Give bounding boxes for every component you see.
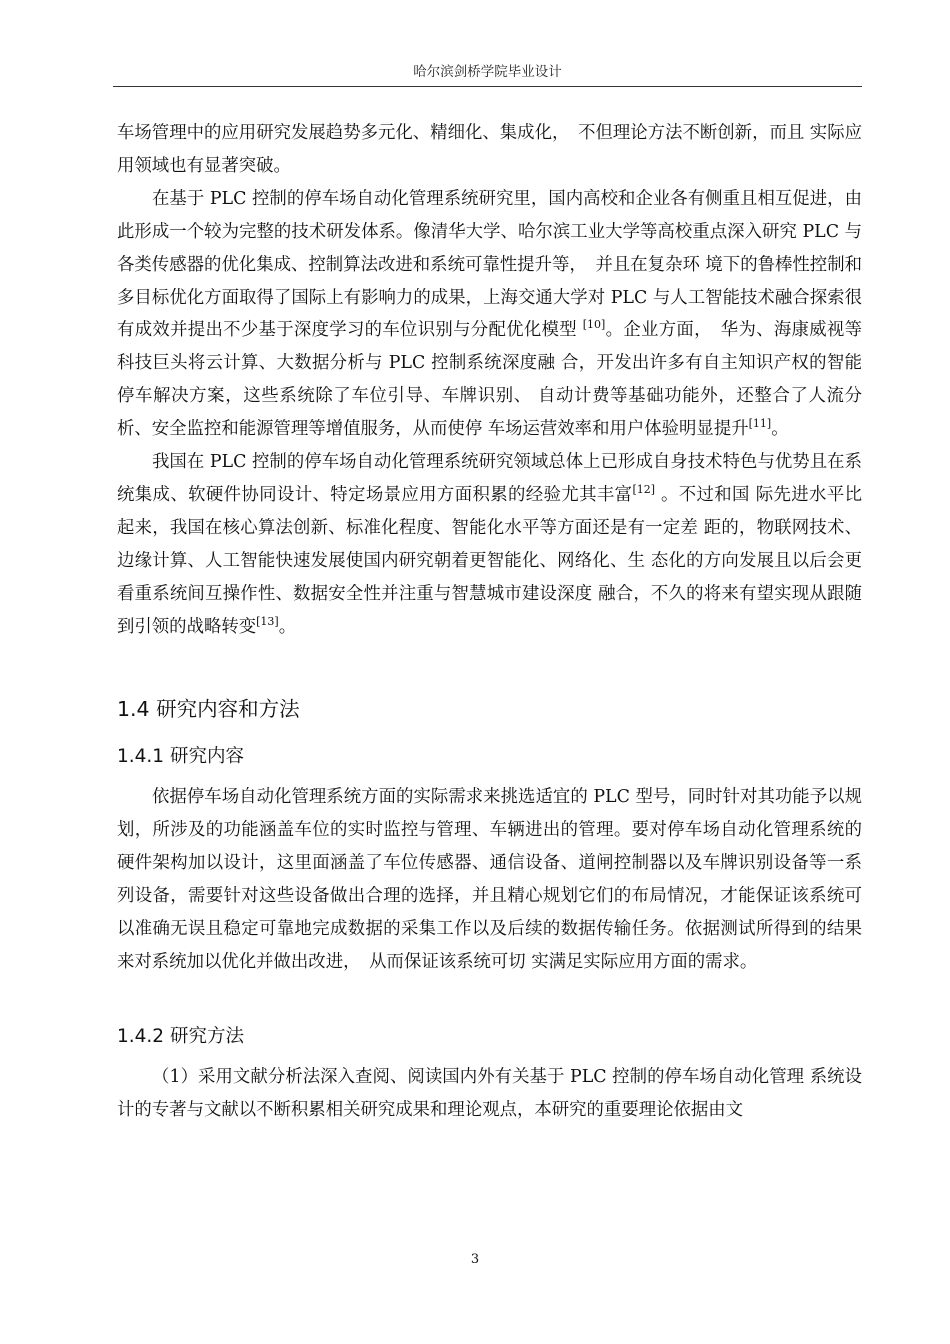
paragraph-continued: 车场管理中的应用研究发展趋势多元化、精细化、集成化， 不但理论方法不断创新，而且 实际应用领域也有显著突破。 xyxy=(117,123,862,176)
paragraph-research-content: 依据停车场自动化管理系统方面的实际需求来挑选适宜的 PLC 型号，同时针对其功能予以规划，所涉及的功能涵盖车位的实时监控与管理、车辆进出的管理。要对停车场自动化管理系统的硬件架构加以设计，这里面涵盖了车位传感器、通信设备、道闸控制器以及车牌识别设备等一系列设备，需要针对这些设备做出合理的选择，并且精心规划它们的布局情况，才能保证该系统可以准确无误且稳定可靠地完成数据的采集工作以及后续的数据传输任务。依据测试所得到的结果来对系统加以优化并做出改进， 从而保证该系统可切 实满足实际应用方面的需求。 xyxy=(117,787,862,972)
paragraph-china-status xyxy=(117,446,862,643)
page-number: 3 xyxy=(470,1252,480,1267)
citation: [10] xyxy=(582,318,606,332)
paragraph-text: 。不过和国 际先进水平比起来，我国在核心算法创新、标准化程度、智能化水平等方面还是有一定差 距的，物联网技术、边缘计算、人工智能快速发展使国内研究朝着更智能化、网络化、生 态化的方向发展且以后会更看重系统间互操作性、数据安全性并注重与智慧城市建设深度 融合，不久的将来有望实现从跟随到引领的战略转变 xyxy=(117,484,862,637)
paragraph-text: 在基于 PLC 控制的停车场自动化管理系统研究里，国内高校和企业各有侧重且相互促进，由此形成一个较为完整的技术研发体系。像清华大学、哈尔滨工业大学等高校重点深入研究 PLC 与各类传感器的优化集成、控制算法改进和系统可靠性提升等， 并且在复杂环 境下的鲁棒性控制和多目标优化方面取得了国际上有影响力的成果，上海交通大学对 PLC 与人工智能技术融合探索很有成效并提出不少基于深度学习的车位识别与分配优化模型 xyxy=(117,188,862,341)
citation: [11] xyxy=(748,417,772,431)
paragraph-text: 我国在 PLC 控制的停车场自动化管理系统研究领域总体上已形成自身技术特色与优势且在系统集成、软硬件协同设计、特定场景应用方面积累的经验尤其丰富 xyxy=(117,452,862,505)
paragraph-domestic-research xyxy=(117,183,862,446)
text-block-top xyxy=(117,117,862,644)
paragraph-text: 。企业方面， 华为、海康威视等科技巨头将云计算、大数据分析与 PLC 控制系统深度融 合，开发出许多有自主知识产权的智能停车解决方案，这些系统除了车位引导、车牌识别、 自动计费等基础功能外，还整合了人流分析、安全监控和能源管理等增值服务，从而使停 车场运营效率和用户体验明显提升 xyxy=(117,320,863,440)
subsection-heading: 1.4.1 研究内容 xyxy=(117,746,244,767)
paragraph-text: 。 xyxy=(278,616,297,637)
paragraph-research-method: （1）采用文献分析法深入查阅、阅读国内外有关基于 PLC 控制的停车场自动化管理 系统设计的专著与文献以不断积累相关研究成果和理论观点，本研究的重要理论依据由文 xyxy=(117,1067,862,1120)
citation: [13] xyxy=(256,614,279,628)
text-block-content xyxy=(117,781,862,978)
paragraph-text: 。 xyxy=(771,419,789,440)
subsection-heading: 1.4.2 研究方法 xyxy=(117,1026,244,1047)
page-header: 哈尔滨剑桥学院毕业设计 xyxy=(413,64,562,80)
text-block-method xyxy=(117,1061,862,1127)
citation: [12] xyxy=(632,483,656,497)
section-heading: 1.4 研究内容和方法 xyxy=(117,697,300,721)
header-rule xyxy=(113,86,862,87)
